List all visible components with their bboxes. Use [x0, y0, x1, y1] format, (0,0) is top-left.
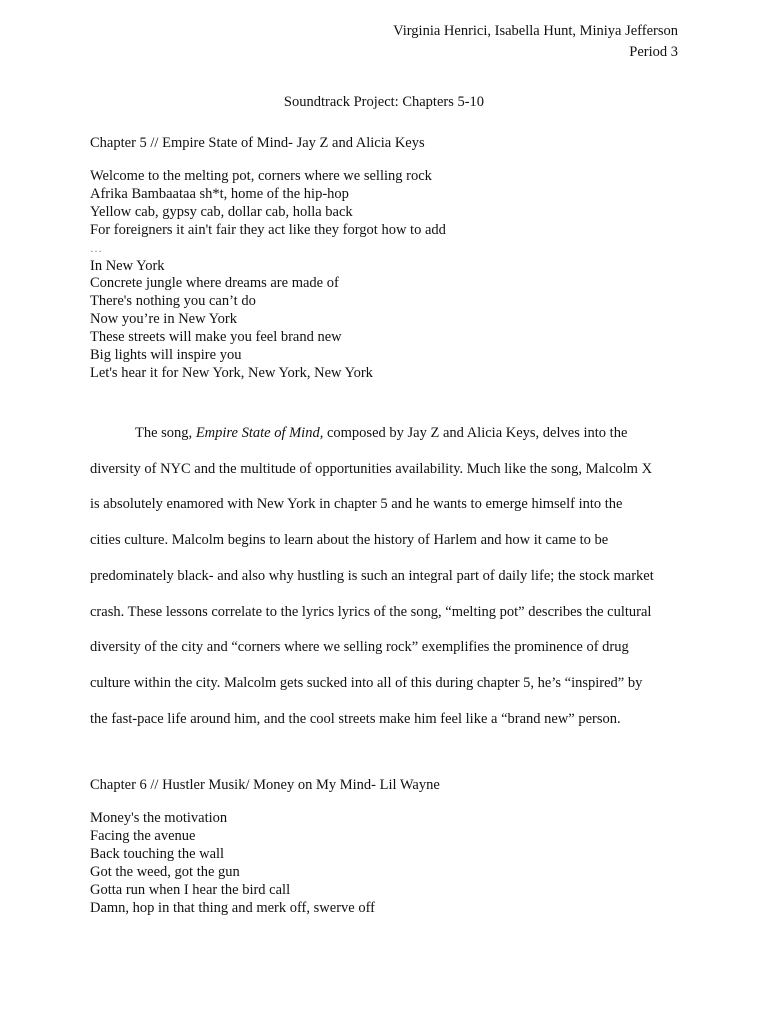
lyric-line: Gotta run when I hear the bird call: [90, 881, 291, 898]
authors-line: Virginia Henrici, Isabella Hunt, Miniya Jefferson: [393, 23, 678, 39]
chapter-6-lyrics: [90, 810, 440, 917]
paragraph-line: the fast-pace life around him, and the cool streets make him feel like a “brand new” person.: [90, 710, 621, 727]
lyric-line: Back touching the wall: [90, 845, 225, 862]
paragraph-line: diversity of NYC and the multitude of opportunities availability. Much like the song, Malcolm X: [90, 460, 653, 477]
lyric-line: Facing the avenue: [90, 827, 196, 844]
paragraph-line: is absolutely enamored with New York in chapter 5 and he wants to emerge himself into the: [90, 496, 623, 513]
chapter-5-analysis-paragraph: [90, 416, 690, 737]
chapter-5-section: [90, 133, 446, 383]
lyric-line: Money's the motivation: [90, 810, 228, 826]
lyric-line: There's nothing you can’t do: [90, 293, 256, 310]
paragraph-line: [90, 416, 690, 452]
lyric-line: Big lights will inspire you: [90, 347, 242, 364]
period-line: Period 3: [629, 44, 678, 60]
paragraph-line: diversity of the city and “corners where we selling rock” exemplifies the prominence of drug: [90, 639, 629, 656]
lyric-line: Concrete jungle where dreams are made of: [90, 275, 339, 292]
lyric-ellipsis: …: [90, 240, 102, 255]
lyric-line: Damn, hop in that thing and merk off, swerve off: [90, 899, 375, 916]
lyric-line: For foreigners it ain't fair they act like they forgot how to add: [90, 221, 446, 238]
page-header: [393, 21, 678, 63]
paragraph-line: predominately black- and also why hustling is such an integral part of daily life; the stock market: [90, 567, 654, 584]
chapter-5-lyrics: [90, 168, 446, 383]
paragraph-line: culture within the city. Malcolm gets sucked into all of this during chapter 5, he’s “inspired” by: [90, 674, 643, 691]
document-title: Soundtrack Project: Chapters 5-10: [283, 94, 485, 110]
paragraph-text: composed by Jay Z and Alicia Keys, delves into the: [323, 425, 628, 441]
lyric-line: Yellow cab, gypsy cab, dollar cab, holla back: [90, 203, 353, 220]
lyric-line: Let's hear it for New York, New York, New York: [90, 364, 373, 381]
lyric-line: Got the weed, got the gun: [90, 863, 240, 880]
lyric-line: Now you’re in New York: [90, 311, 238, 328]
chapter-6-section: [90, 775, 440, 917]
song-title-italic: Empire State of Mind,: [195, 425, 324, 441]
chapter-5-heading: Chapter 5 // Empire State of Mind- Jay Z and Alicia Keys: [90, 135, 425, 151]
chapter-6-heading: Chapter 6 // Hustler Musik/ Money on My Mind- Lil Wayne: [90, 777, 440, 793]
lyric-line: These streets will make you feel brand new: [90, 329, 342, 346]
paragraph-line: cities culture. Malcolm begins to learn about the history of Harlem and how it came to be: [90, 532, 609, 549]
paragraph-line: crash. These lessons correlate to the lyrics lyrics of the song, “melting pot” describes the cultural: [90, 603, 652, 620]
paragraph-text: The song,: [135, 425, 196, 441]
lyric-line: Welcome to the melting pot, corners where we selling rock: [90, 168, 432, 184]
lyric-line: Afrika Bambaataa sh*t, home of the hip-hop: [90, 185, 349, 202]
lyric-line: In New York: [90, 257, 165, 274]
